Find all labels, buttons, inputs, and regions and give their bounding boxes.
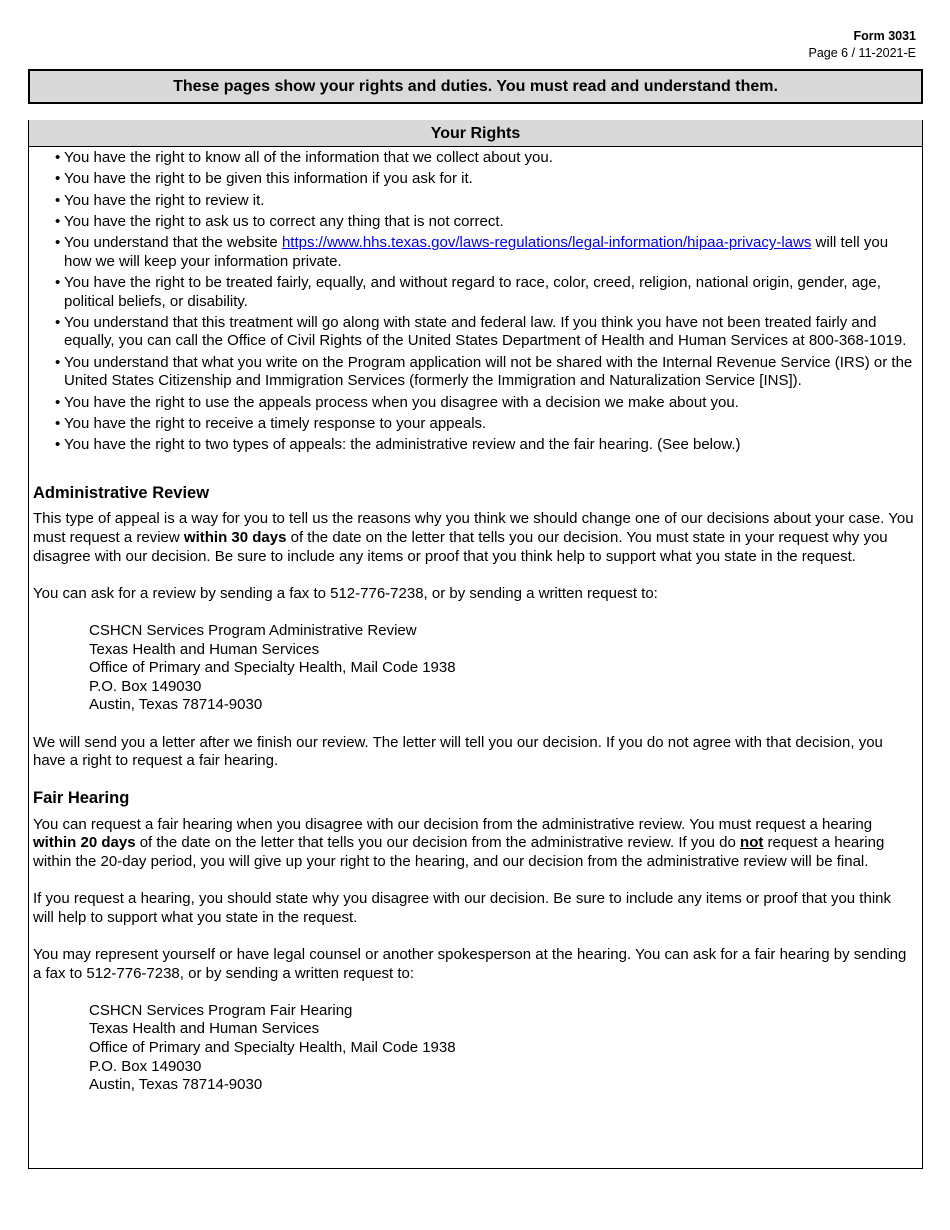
your-rights-heading: Your Rights — [29, 120, 922, 147]
administrative-review-section — [29, 484, 922, 771]
administrative-review-title: Administrative Review — [33, 483, 210, 502]
list-item: • You have the right to use the appeals process when you disagree with a decision we make about you. — [55, 393, 739, 411]
form-header — [809, 28, 916, 62]
page-info: Page 6 / 11-2021-E — [808, 46, 916, 60]
rights-duties-banner: These pages show your rights and duties. You must read and understand them. — [28, 69, 923, 104]
list-item: • You have the right to receive a timely response to your appeals. — [55, 414, 487, 432]
fair-hearing-paragraph: You can request a fair hearing when you disagree with our decision from the administrative review. You must request a hearing within 20 days of the date on the letter that tells you our decision from the administrative review. If you do not request a hearing within the 20-day period, you will give up your right to the hearing, and our decision from the administrative review will be final. — [33, 815, 885, 871]
fair-hearing-fax-paragraph: You may represent yourself or have legal counsel or another spokesperson at the hearing. You can ask for a fair hearing by sending a fax to 512-776-7238, or by sending a written request to: — [33, 946, 907, 982]
rights-list — [29, 147, 922, 455]
admin-review-result-paragraph: We will send you a letter after we finish our review. The letter will tell you our decision. If you do not agree with that decision, you have a right to request a fair hearing. — [33, 733, 883, 770]
admin-review-fax-paragraph: You can ask for a review by sending a fax to 512-776-7238, or by sending a written request to: — [33, 584, 658, 602]
fair-hearing-reason-paragraph: If you request a hearing, you should state why you disagree with our decision. Be sure to include any items or proof that you think will help to support what you state in the request. — [33, 890, 891, 926]
hipaa-privacy-link[interactable]: https://www.hhs.texas.gov/laws-regulations/legal-information/hipaa-privacy-laws — [281, 234, 812, 252]
admin-review-address: CSHCN Services Program Administrative Review Texas Health and Human Services Office of Primary and Specialty Health, Mail Code 1938 P.O. Box 149030 Austin, Texas 78714-9030 — [89, 621, 456, 714]
fair-hearing-title: Fair Hearing — [33, 789, 130, 808]
list-item: • You have the right to review it. — [55, 191, 265, 209]
list-item: • You have the right to two types of appeals: the administrative review and the fair hearing. (See below.) — [55, 436, 741, 454]
list-item: • You understand that what you write on the Program application will not be shared with the Internal Revenue Service (IRS) or the United States Citizenship and Immigration Services (formerly the Immigration and Naturalization Service [INS]). — [55, 353, 913, 390]
form-number: Form 3031 — [853, 29, 916, 43]
admin-review-paragraph: This type of appeal is a way for you to tell us the reasons why you think we should change one of our decisions about your case. You must request a review within 30 days of the date on the letter that tells you our decision. You must state in your request why you disagree with our decision. Be sure to include any items or proof that you think help to support what you state in the request. — [33, 510, 914, 565]
fair-hearing-section — [29, 789, 922, 1095]
list-item: • You understand that the website https://www.hhs.texas.gov/laws-regulations/legal-information/hipaa-privacy-laws will tell you how we will keep your information private. — [55, 234, 889, 270]
rights-frame — [28, 120, 923, 1169]
fair-hearing-address: CSHCN Services Program Fair Hearing Texas Health and Human Services Office of Primary and Specialty Health, Mail Code 1938 P.O. Box 149030 Austin, Texas 78714-9030 — [89, 1001, 456, 1094]
list-item: • You have the right to ask us to correct any thing that is not correct. — [55, 212, 504, 230]
list-item: • You have the right to be treated fairly, equally, and without regard to race, color, creed, religion, national origin, gender, age, political beliefs, or disability. — [55, 274, 881, 310]
list-item: • You have the right to be given this information if you ask for it. — [55, 170, 473, 188]
list-item: • You understand that this treatment will go along with state and federal law. If you think you have not been treated fairly and equally, you can call the Office of Civil Rights of the United States Department of Health and Human Services at 800-368-1019. — [55, 313, 907, 350]
list-item: • You have the right to know all of the information that we collect about you. — [55, 149, 553, 166]
